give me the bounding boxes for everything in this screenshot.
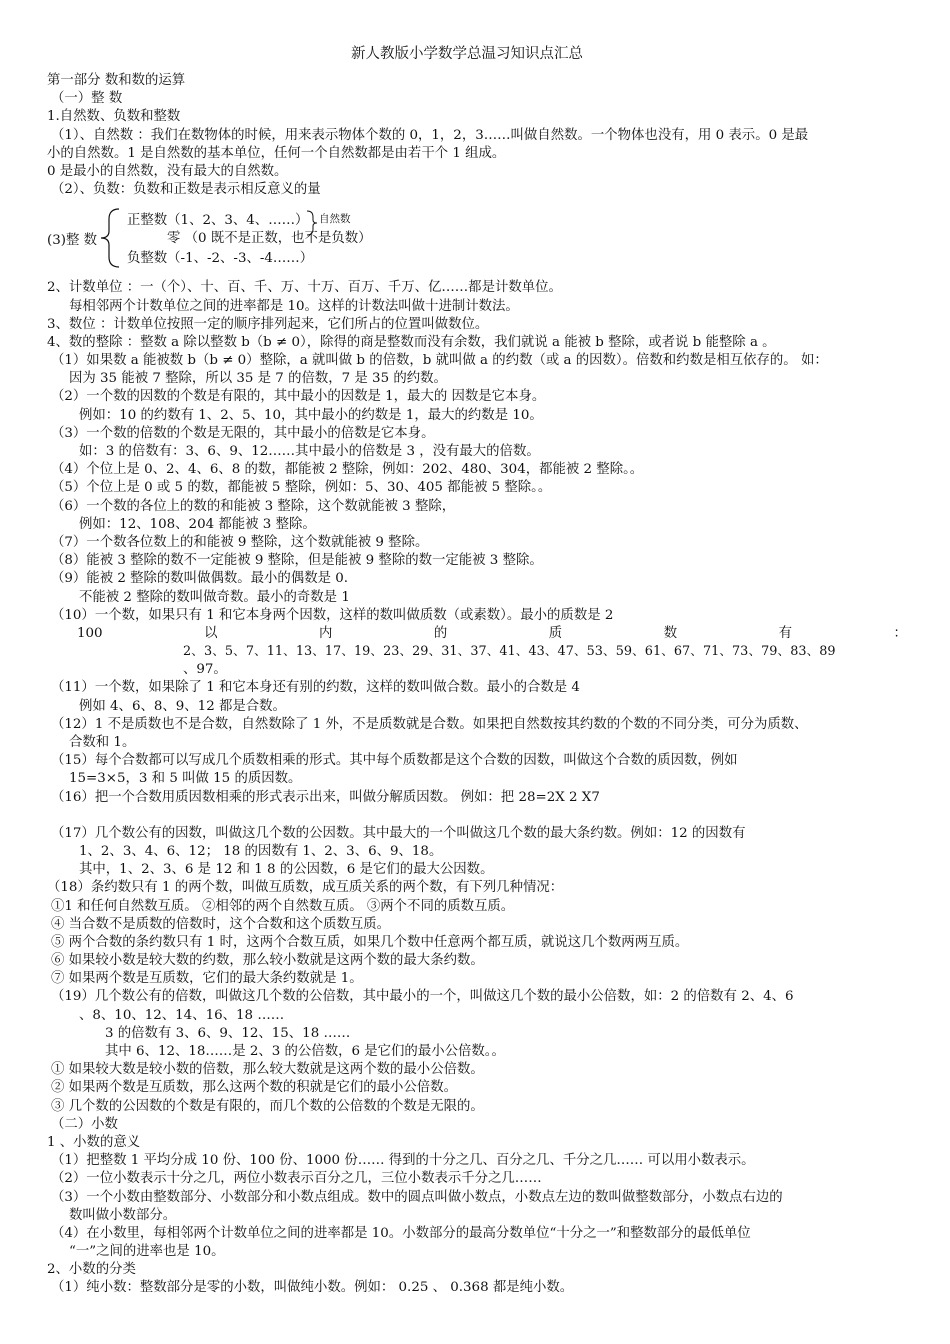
text-line: （16）把一个合数用质因数相乘的形式表示出来，叫做分解质因数。 例如：把 28=2X 2 X7 (51, 789, 600, 805)
text-line: 例如：10 的约数有 1、2、5、10，其中最小的约数是 1，最大的约数是 10。 (79, 407, 543, 423)
text-line: （1）纯小数：整数部分是零的小数，叫做纯小数。例如： 0.25 、 0.368 都是纯小数。 (51, 1280, 574, 1296)
text-line: ① 如果较大数是较小数的倍数，那么较大数就是这两个数的最小公倍数。 (51, 1062, 484, 1078)
left-brace-icon (99, 207, 121, 269)
spread-word: 以 (204, 625, 218, 641)
text-line: （17）几个数公有的因数，叫做这几个数的公因数。其中最大的一个叫做这几个数的最大条约数。例如：12 的因数有 (51, 825, 746, 841)
text-line: 2、小数的分类 (47, 1262, 136, 1278)
text-line: 2、计数单位 ：一（个）、十、百、千、万、十万、百万、千万、亿……都是计数单位。 (47, 280, 562, 296)
zero-line: 零 （0 既不是正数，也不是负数） (167, 231, 372, 247)
text-line: （9）能被 2 整除的数叫做偶数。最小的偶数是 0. (51, 571, 349, 587)
text-line: （3）一个小数由整数部分、小数部分和小数点组成。数中的圆点叫做小数点，小数点左边的数叫做整数部分，小数点右边的 (51, 1189, 783, 1205)
text-line: 3 的倍数有 3、6、9、12、15、18 …… (105, 1025, 351, 1041)
positive-integers: 正整数（1、2、3、4、……） (127, 213, 309, 229)
text-line: 例如 4、6、8、9、12 都是合数。 (79, 698, 286, 714)
text-line: 其中 6、12、18……是 2、3 的公倍数，6 是它们的最小公倍数。。 (105, 1044, 505, 1059)
spread-word: 质 (548, 625, 563, 641)
integer-classification (47, 207, 907, 269)
text-line: ⑤ 两个合数的条约数只有 1 时，这两个合数互质，如果几个数中任意两个都互质，就说这几个数两两互质。 (51, 934, 689, 950)
text-line: （18）条约数只有 1 的两个数，叫做互质数，成互质关系的两个数，有下列几种情况： (47, 880, 564, 896)
text-line: “一”之间的进率也是 10。 (69, 1244, 225, 1260)
text-line: ⑥ 如果较小数是较大数的约数，那么较小数就是这两个数的最大条约数。 (51, 953, 484, 969)
text-line: 合数和 1。 (69, 735, 136, 750)
text-line: 不能被 2 整除的数叫做奇数。最小的奇数是 1 (79, 589, 350, 605)
text-line: ⑦ 如果两个数是互质数，它们的最大条约数就是 1。 (51, 971, 363, 987)
text-line: 小的自然数。1 是自然数的基本单位，任何一个自然数都是由若干个 1 组成。 (47, 145, 506, 161)
text-line: 3、数位 ：计数单位按照一定的顺序排列起来，它们所占的位置叫做数位。 (47, 316, 489, 332)
text-line: （1）如果数 a 能被数 b（b ≠ 0）整除，a 就叫做 b 的倍数，b 就叫做 a 的约数（或 a 的因数）。倍数和约数是相互依存的。 如： (51, 353, 828, 369)
text-line: （7）一个数各位数上的和能被 9 整除，这个数就能被 9 整除。 (51, 534, 429, 550)
text-line: （2）一位小数表示十分之几，两位小数表示百分之几，三位小数表示千分之几…… (51, 1171, 542, 1187)
spread-word: ： (893, 625, 907, 641)
text-line: （6）一个数的各位上的数的和能被 3 整除，这个数就能被 3 整除， (51, 498, 456, 514)
document-page (47, 44, 907, 1298)
text-line: （8）能被 3 整除的数不一定能被 9 整除，但是能被 9 整除的数一定能被 3 整除。 (51, 553, 543, 569)
section-heading-integers: （一）整 数 (51, 91, 123, 107)
text-line: 数叫做小数部分。 (69, 1207, 177, 1223)
text-line: （2）、负数：负数和正数是表示相反意义的量 (51, 182, 321, 198)
text-line: ③ 几个数的公因数的个数是有限的，而几个数的公倍数的个数是无限的。 (51, 1098, 484, 1114)
document-title: 新人教版小学数学总温习知识点汇总 (351, 46, 583, 62)
text-line: 、8、10、12、14、16、18 …… (79, 1007, 285, 1023)
text-line: （4）个位上是 0、2、4、6、8 的数，都能被 2 整除，例如：202、480、304，都能被 2 整除。。 (51, 462, 644, 478)
text-line: 1 、小数的意义 (47, 1134, 141, 1150)
text-line: （4）在小数里，每相邻两个计数单位之间的进率都是 10。小数部分的最高分数单位“十分之一”和整数部分的最低单位 (51, 1225, 751, 1241)
text-line: 0 是最小的自然数，没有最大的自然数。 (47, 163, 288, 179)
text-line: （10）一个数，如果只有 1 和它本身两个因数，这样的数叫做质数（或素数）。最小的质数是 2 (51, 607, 614, 623)
text-line: 1.自然数、负数和整数 (47, 109, 181, 125)
text-line: 4、数的整除 ：整数 a 除以整数 b（b ≠ 0），除得的商是整数而没有余数，我们就说 a 能被 b 整除，或者说 b 能整除 a 。 (47, 334, 776, 350)
text-line: （15）每个合数都可以写成几个质数相乘的形式。其中每个质数都是这个合数的因数，叫做这个合数的质因数，例如 (51, 753, 738, 769)
spread-word: 内 (318, 625, 333, 641)
spread-word: 有 (778, 625, 792, 641)
text-line: 其中，1、2、3、6 是 12 和 1 8 的公因数，6 是它们的最大公因数。 (79, 862, 494, 878)
text-line: （12）1 不是质数也不是合数，自然数除了 1 外，不是质数就是合数。如果把自然数按其约数的个数的不同分类，可分为质数、 (51, 716, 808, 732)
section-heading-decimals: （二）小数 (51, 1116, 118, 1132)
text-line: （1）把整数 1 平均分成 10 份、100 份、1000 份…… 得到的十分之几、百分之几、千分之几…… 可以用小数表示。 (51, 1153, 755, 1169)
text-line: （5）个位上是 0 或 5 的数，都能被 5 整除，例如：5、30、405 都能被 5 整除。。 (51, 480, 552, 496)
negative-integers: 负整数（-1、-2、-3、-4……） (127, 251, 314, 267)
text-line: （11）一个数，如果除了 1 和它本身还有别的约数，这样的数叫做合数。最小的合数是 4 (51, 680, 580, 696)
text-line: ④ 当合数不是质数的倍数时，这个合数和这个质数互质。 (51, 916, 391, 932)
spread-word: 100 (77, 625, 103, 641)
text-line: （3）一个数的倍数的个数是无限的，其中最小的倍数是它本身。 (51, 425, 435, 441)
text-line: 每相邻两个计数单位之间的进率都是 10。这样的计数法叫做十进制计数法。 (69, 298, 519, 314)
spread-word: 数 (663, 625, 678, 641)
spread-word: 的 (433, 625, 448, 641)
text-line: 1、2、3、4、6、12； 18 的因数有 1、2、3、6、9、18。 (79, 843, 443, 859)
text-line: 如：3 的倍数有：3、6、9、12……其中最小的倍数是 3 ，没有最大的倍数。 (79, 444, 540, 459)
text-line: （2）一个数的因数的个数是有限的，其中最小的因数是 1，最大的 因数是它本身。 (51, 389, 546, 405)
natural-number-note: 自然数 (319, 213, 351, 226)
part-heading: 第一部分 数和数的运算 (47, 73, 186, 88)
text-line: 例如：12、108、204 都能被 3 整除。 (79, 516, 316, 532)
text-line: ② 如果两个数是互质数，那么这两个数的积就是它们的最小公倍数。 (51, 1080, 457, 1096)
text-line: ①1 和任何自然数互质。 ②相邻的两个自然数互质。 ③两个不同的质数互质。 (51, 898, 515, 914)
text-line: （19）几个数公有的倍数，叫做这几个数的公倍数，其中最小的一个，叫做这几个数的最小公倍数，如：2 的倍数有 2、4、6 (51, 989, 794, 1005)
brace-label: (3)整 数 (47, 233, 98, 249)
justified-prime-heading (47, 625, 907, 643)
prime-list-end: 、97。 (183, 662, 227, 678)
text-line: 因为 35 能被 7 整除，所以 35 是 7 的倍数，7 是 35 的约数。 (69, 371, 447, 387)
prime-list: 2、3、5、7、11、13、17、19、23、29、31、37、41、43、47、53、59、61、67、71、73、79、83、89 (183, 644, 836, 660)
text-line: （1）、自然数 ：我们在数物体的时候，用来表示物体个数的 0，1，2，3……叫做自然数。一个物体也没有，用 0 表示。0 是最 (51, 127, 809, 143)
text-line: 15=3×5，3 和 5 叫做 15 的质因数。 (69, 771, 302, 787)
